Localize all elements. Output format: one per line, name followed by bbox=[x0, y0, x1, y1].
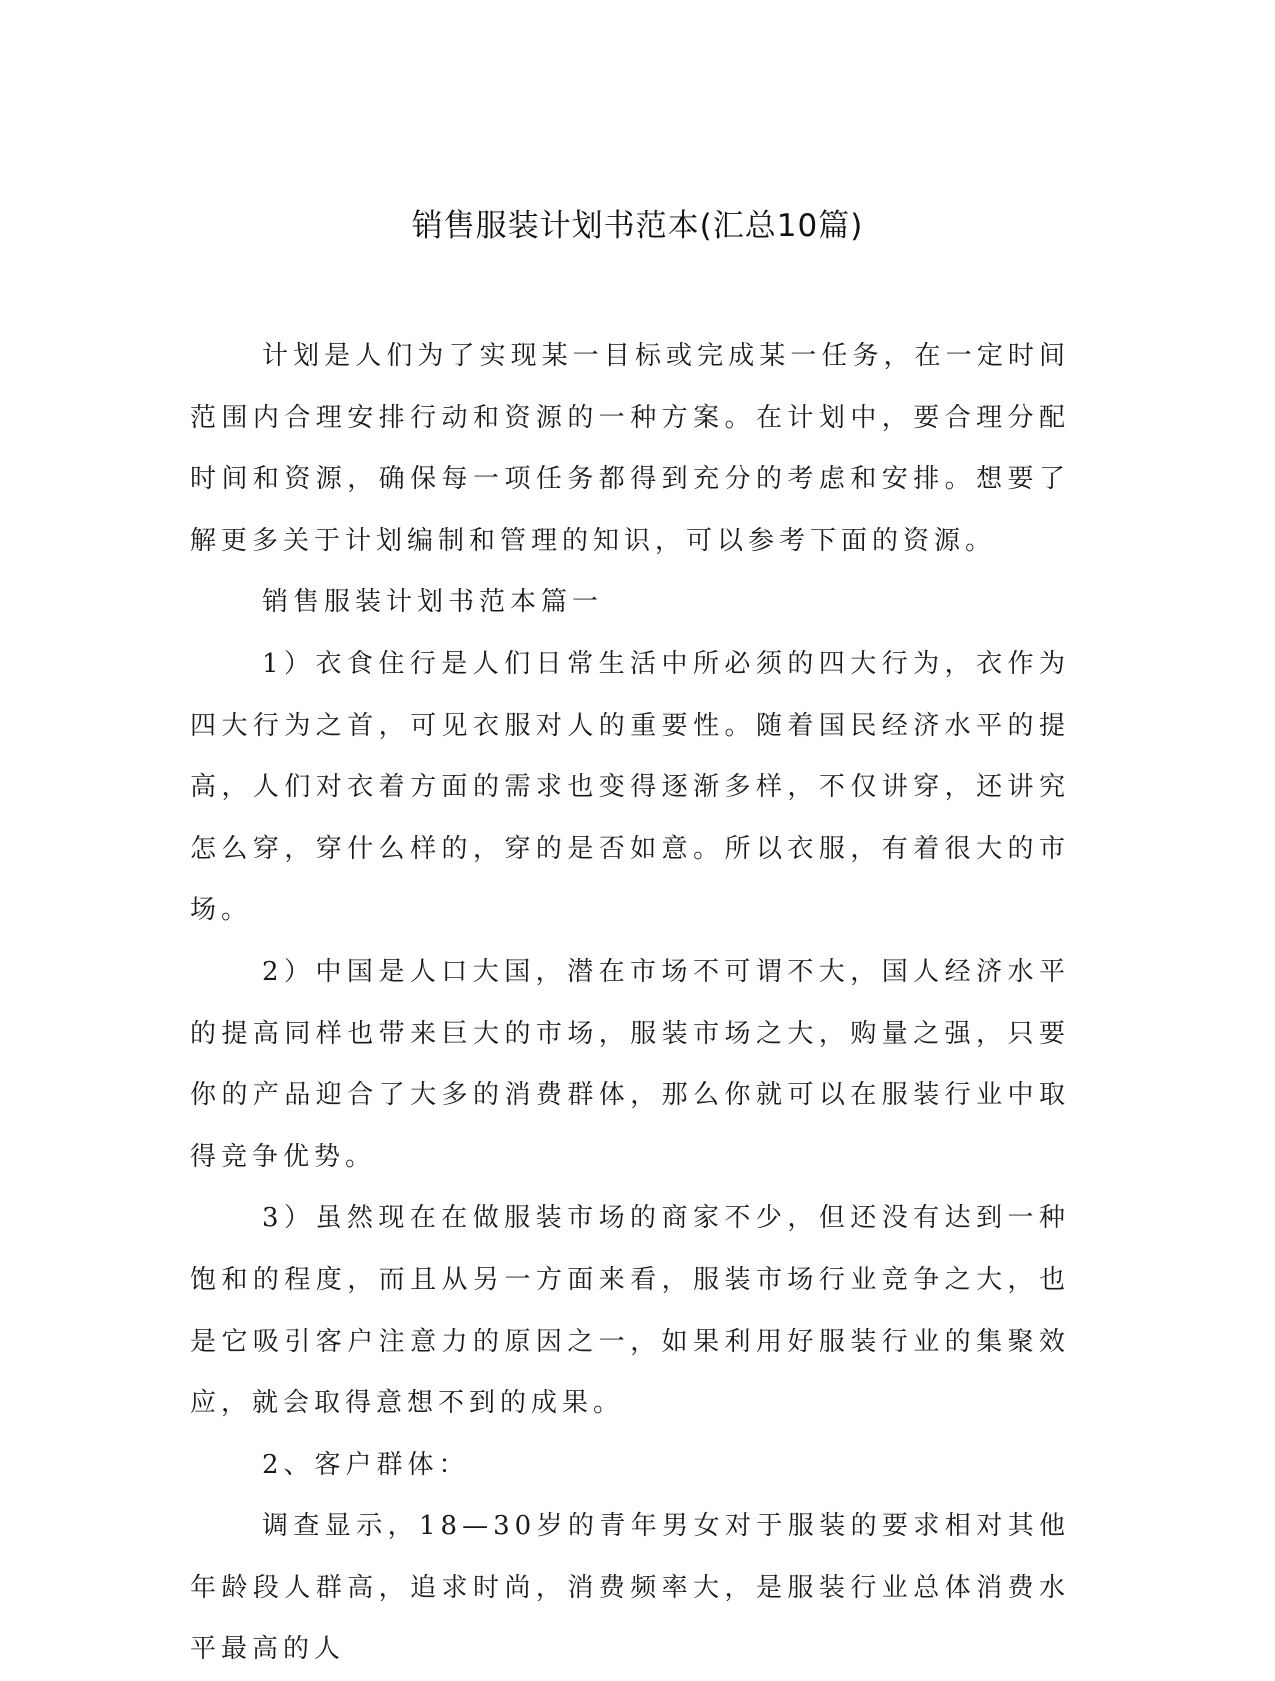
document-title: 销售服装计划书范本(汇总10篇) bbox=[411, 208, 864, 244]
body-paragraph: 2）中国是人口大国，潜在市场不可谓不大，国人经济水平的提高同样也带来巨大的市场，服装市场之大，购量之强，只要你的产品迎合了大多的消费群体，那么你就可以在服装行业中取得竞争优势。 bbox=[190, 956, 1070, 1172]
body-paragraph: 3）虽然现在在做服装市场的商家不少，但还没有达到一种饱和的程度，而且从另一方面来看，服装市场行业竞争之大，也是它吸引客户注意力的原因之一，如果利用好服装行业的集聚效应，就会取得意想不到的成果。 bbox=[190, 1203, 1070, 1419]
body-paragraph: 1）衣食住行是人们日常生活中所必须的四大行为，衣作为四大行为之首，可见衣服对人的重要性。随着国民经济水平的提高，人们对衣着方面的需求也变得逐渐多样，不仅讲穿，还讲究怎么穿，穿什么样的，穿的是否如意。所以衣服，有着很大的市场。 bbox=[190, 648, 1070, 926]
body-paragraph: 调查显示，18—30岁的青年男女对于服装的要求相对其他年龄段人群高，追求时尚，消费频率大，是服装行业总体消费水平最高的人 bbox=[190, 1511, 1070, 1665]
section-heading: 销售服装计划书范本篇一 bbox=[262, 587, 604, 618]
subsection-heading: 2、客户群体： bbox=[262, 1449, 470, 1480]
document-body bbox=[190, 326, 1070, 1681]
intro-paragraph: 计划是人们为了实现某一目标或完成某一任务，在一定时间范围内合理安排行动和资源的一种方案。在计划中，要合理分配时间和资源，确保每一项任务都得到充分的考虑和安排。想要了解更多关于计划编制和管理的知识，可以参考下面的资源。 bbox=[190, 341, 1070, 556]
